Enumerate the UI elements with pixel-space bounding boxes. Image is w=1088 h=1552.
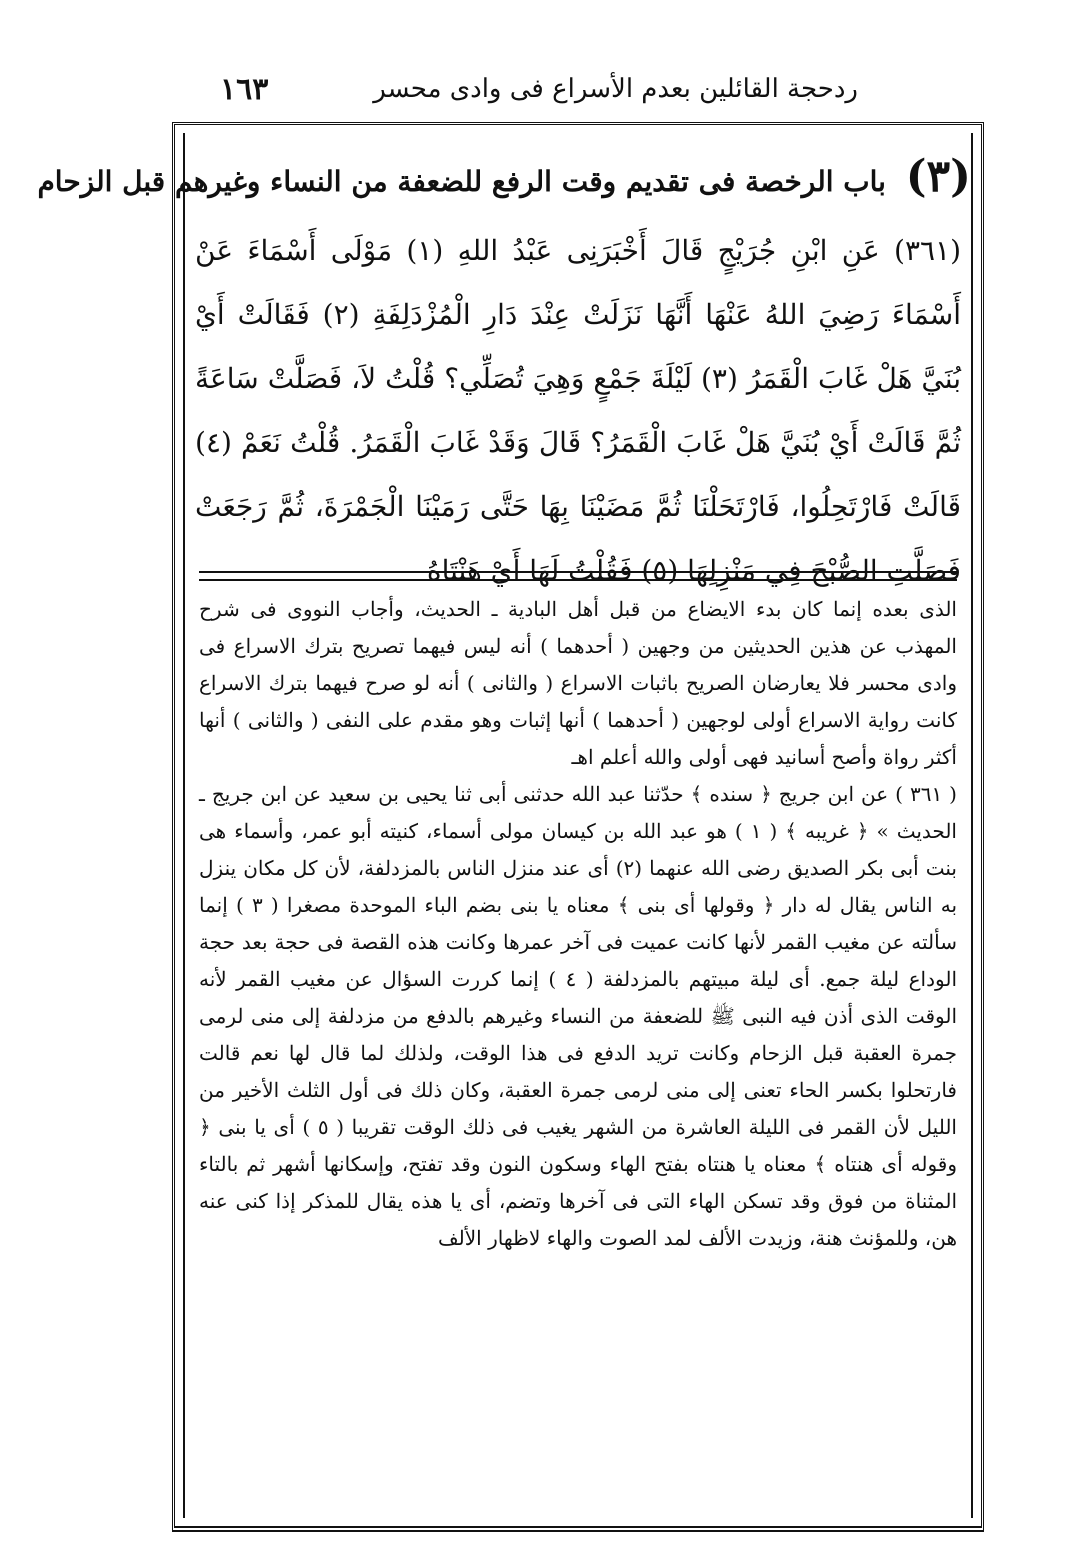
hadith-text: (٣٦١) عَنِ ابْنِ جُرَيْجٍ قَالَ أَخْبَرَنِى عَبْدُ اللهِ (١) مَوْلَى أَسْمَاءَ عَنْ أَسْمَاءَ رَضِيَ اللهُ عَنْهَا أَنَّهَا نَزَلَتْ عِنْدَ دَارِ الْمُزْدَلِفَةِ (٢) فَقَالَتْ أَيْ بُنَيَّ هَلْ غَابَ الْقَمَرُ (٣) لَيْلَةَ جَمْعٍ وَهِيَ تُصَلِّي؟ قُلْتُ لاَ، فَصَلَّتْ سَاعَةً ثُمَّ قَالَتْ أَيْ بُنَيَّ هَلْ غَابَ الْقَمَرُ؟ قَالَ وَقَدْ غَابَ الْقَمَرُ. قُلْتُ نَعَمْ (٤) قَالَتْ فَارْتَحِلُوا، فَارْتَحَلْنَا ثُمَّ مَضَيْنَا بِهَا حَتَّى رَمَيْنَا الْجَمْرَةَ، ثُمَّ رَجَعَتْ فَصَلَّتِ الصُّبْحَ فِي مَنْزِلِهَا (٥) فَقُلْتُ لَهَا أَيْ هَنْتَاهُ xyxy=(195,234,961,587)
commentary-paragraph-2: ( ٣٦١ ) عن ابن جريج ﴿ سنده ﴾ حدّثنا عبد الله حدثنى أبى ثنا يحيى بن سعيد عن ابن جريج ـ الحديث » ﴿ غريبه ﴾ ( ١ ) هو عبد الله بن كيسان مولى أسماء، كنيته أبو عمر، وأسماء هى بنت أبى بكر الصديق رضى الله عنهما (٢) أى عند منزل الناس بالمزدلفة، لأن كل مكان ينزل به الناس يقال له دار ﴿ وقولها أى بنى ﴾ معناه يا بنى بضم الباء الموحدة مصغرا ( ٣ ) إنما سألته عن مغيب القمر لأنها كانت عميت فى آخر عمرها وكانت هذه القصة فى حجة بعد حجة الوداع ليلة جمع. أى ليلة مبيتهم بالمزدلفة ( ٤ ) إنما كررت السؤال عن مغيب القمر لأنه الوقت الذى أذن فيه النبى ﷺ للضعفة من النساء وغيرهم بالدفع من مزدلفة إلى منى لرمى جمرة العقبة قبل الزحام وكانت تريد الدفع فى هذا الوقت، ولذلك لما قال لها نعم قالت فارتحلوا بكسر الحاء تعنى إلى منى لرمى جمرة العقبة، وكان ذلك فى أول الثلث الأخير من الليل لأن القمر فى الليلة العاشرة من الشهر يغيب فى ذلك الوقت تقريبا ( ٥ ) أى يا بنى ﴿ وقوله أى هنتاه ﴾ معناه يا هنتاه بفتح الهاء وسكون النون وقد تفتح، وإسكانها أشهر ثم بالتاء المثناة من فوق وقد تسكن الهاء التى فى آخرها وتضم، أى يا هذه يقال للمذكر إذا كنى عنه هن، وللمؤنث هنة، وزيدت الألف لمد الصوت والهاء لاظهار الألف xyxy=(199,782,958,1250)
hadith-text-block xyxy=(195,219,961,603)
chapter-title: باب الرخصة فى تقديم وقت الرفع للضعفة من النساء وغيرهم قبل الزحام xyxy=(37,165,886,198)
commentary-paragraph-1: الذى بعده إنما كان بدء الايضاع من قبل أهل البادية ـ الحديث، وأجاب النووى فى شرح المهذب عن هذين الحديثين من وجهين ( أحدهما ) أنه ليس فيهما تصريح بترك الاسراع فى وادى محسر فلا يعارضان الصريح باثبات الاسراع ( والثانى ) أنه لو صرح فيهما بترك الاسراع كانت رواية الاسراع أولى لوجهين ( أحدهما ) أنها إثبات وهو مقدم على النفى ( والثانى ) أنها أكثر رواة وأصح أسانيد فهى أولى والله أعلم اهـ xyxy=(199,597,957,769)
inner-frame xyxy=(37,133,973,1518)
commentary-block xyxy=(199,591,957,1257)
chapter-heading xyxy=(37,151,971,202)
running-title: ردحجة القائلين بعدم الأسراع فى وادى محسر xyxy=(373,74,858,104)
section-divider xyxy=(199,571,957,581)
page-frame xyxy=(37,122,984,1532)
chapter-number: (٣) xyxy=(905,151,971,202)
page-number: ١٦٣ xyxy=(220,72,269,107)
